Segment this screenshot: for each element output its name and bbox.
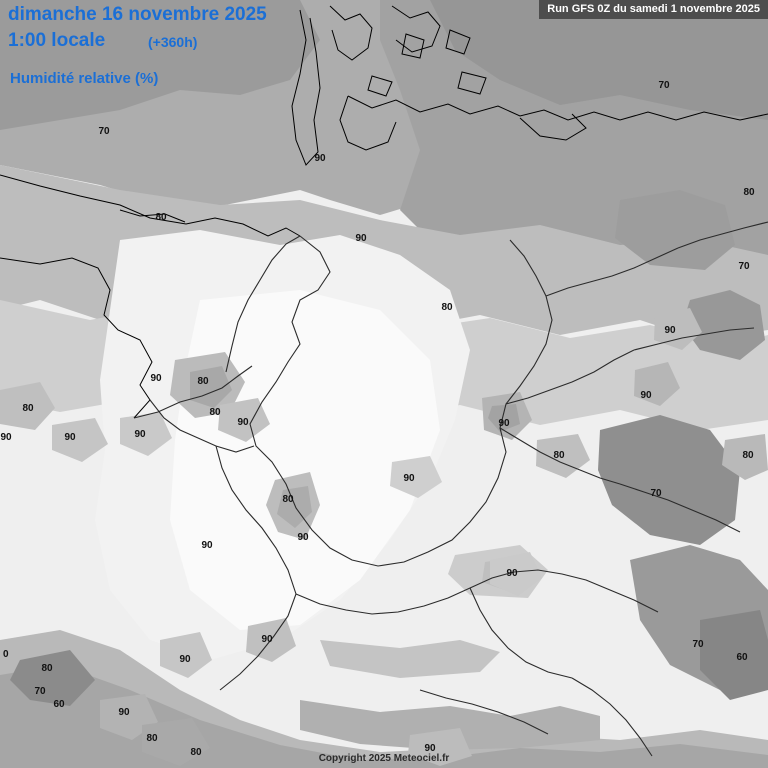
forecast-date: dimanche 16 novembre 2025 bbox=[8, 4, 267, 25]
svg-text:70: 70 bbox=[692, 639, 704, 650]
forecast-time: 1:00 locale bbox=[8, 30, 106, 51]
svg-text:90: 90 bbox=[118, 707, 130, 718]
svg-text:90: 90 bbox=[506, 568, 518, 579]
svg-text:90: 90 bbox=[314, 153, 326, 164]
svg-text:80: 80 bbox=[743, 187, 755, 198]
svg-text:70: 70 bbox=[738, 261, 750, 272]
svg-text:80: 80 bbox=[155, 212, 167, 223]
svg-text:80: 80 bbox=[197, 376, 209, 387]
svg-text:90: 90 bbox=[424, 743, 436, 754]
svg-text:90: 90 bbox=[0, 432, 12, 443]
svg-text:90: 90 bbox=[261, 634, 273, 645]
svg-text:90: 90 bbox=[403, 473, 415, 484]
svg-text:90: 90 bbox=[179, 654, 191, 665]
svg-text:80: 80 bbox=[41, 663, 53, 674]
svg-text:70: 70 bbox=[98, 126, 110, 137]
svg-text:90: 90 bbox=[237, 417, 249, 428]
svg-text:80: 80 bbox=[209, 407, 221, 418]
svg-text:90: 90 bbox=[134, 429, 146, 440]
svg-text:60: 60 bbox=[53, 699, 65, 710]
svg-text:0: 0 bbox=[3, 649, 9, 660]
svg-text:70: 70 bbox=[34, 686, 46, 697]
svg-text:90: 90 bbox=[664, 325, 676, 336]
copyright-text: Copyright 2025 Meteociel.fr bbox=[318, 753, 450, 764]
svg-text:70: 70 bbox=[658, 80, 670, 91]
svg-text:80: 80 bbox=[553, 450, 565, 461]
svg-text:80: 80 bbox=[441, 302, 453, 313]
svg-text:90: 90 bbox=[498, 418, 510, 429]
svg-text:90: 90 bbox=[64, 432, 76, 443]
svg-text:60: 60 bbox=[736, 652, 748, 663]
svg-text:90: 90 bbox=[150, 373, 162, 384]
svg-text:80: 80 bbox=[190, 747, 202, 758]
model-run-badge: Run GFS 0Z du samedi 1 novembre 2025 bbox=[539, 0, 768, 19]
svg-text:90: 90 bbox=[297, 532, 309, 543]
svg-text:90: 90 bbox=[201, 540, 213, 551]
svg-text:80: 80 bbox=[22, 403, 34, 414]
parameter-label: Humidité relative (%) bbox=[10, 70, 159, 87]
forecast-echeance: (+360h) bbox=[148, 34, 198, 50]
svg-text:80: 80 bbox=[146, 733, 158, 744]
svg-text:80: 80 bbox=[282, 494, 294, 505]
svg-text:90: 90 bbox=[640, 390, 652, 401]
svg-text:70: 70 bbox=[650, 488, 662, 499]
svg-text:90: 90 bbox=[355, 233, 367, 244]
svg-text:80: 80 bbox=[742, 450, 754, 461]
